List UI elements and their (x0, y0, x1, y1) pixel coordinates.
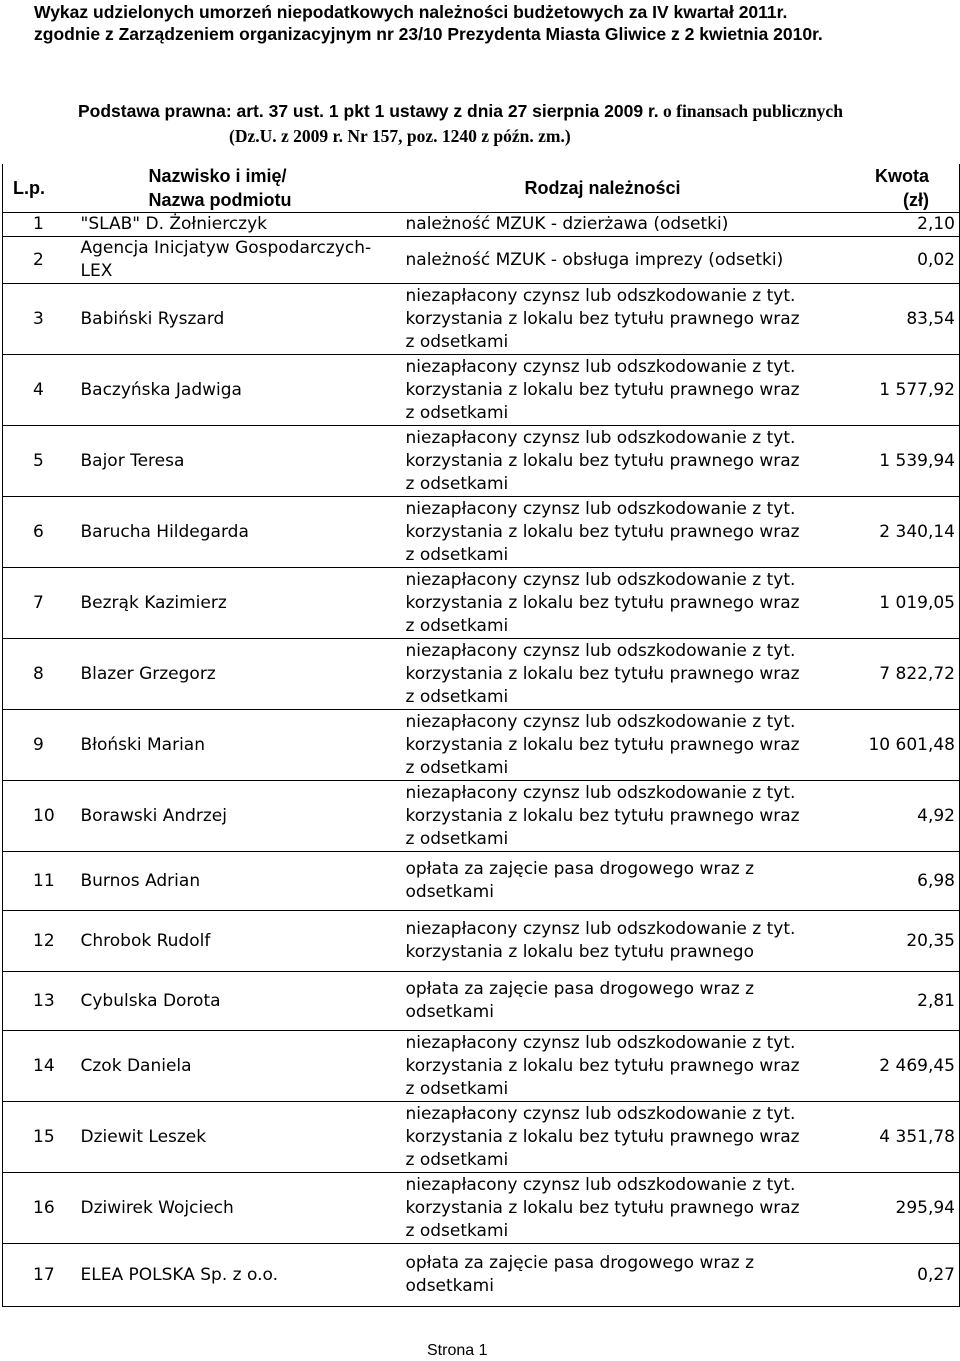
column-header-kind: Rodzaj należności (402, 164, 808, 213)
row-amount: 0,27 (808, 1244, 960, 1307)
row-kind: należność MZUK - obsługa imprezy (odsetki) (402, 237, 808, 284)
row-kind: niezapłacony czynsz lub odszkodowanie z tyt. korzystania z lokalu bez tytułu prawnego wraz z odsetkami (402, 1102, 808, 1173)
table-row (3, 1244, 960, 1307)
row-amount: 4 351,78 (808, 1102, 960, 1173)
row-amount: 6,98 (808, 852, 960, 911)
row-amount: 10 601,48 (808, 710, 960, 781)
row-kind: opłata za zajęcie pasa drogowego wraz z odsetkami (402, 972, 808, 1031)
page-number: Strona 1 (427, 1342, 488, 1359)
table-row (3, 1173, 960, 1244)
column-header-amount (808, 164, 960, 213)
row-amount: 20,35 (808, 911, 960, 972)
table-body (3, 213, 960, 1307)
legal-basis-line-2 (229, 126, 571, 146)
row-kind: niezapłacony czynsz lub odszkodowanie z tyt. korzystania z lokalu bez tytułu prawnego wraz z odsetkami (402, 1173, 808, 1244)
table-row (3, 911, 960, 972)
row-amount: 4,92 (808, 781, 960, 852)
row-lp: 7 (3, 568, 77, 639)
table-row (3, 355, 960, 426)
row-name: "SLAB" D. Żołnierczyk (77, 213, 402, 237)
row-kind: niezapłacony czynsz lub odszkodowanie z tyt. korzystania z lokalu bez tytułu prawnego wraz z odsetkami (402, 639, 808, 710)
row-amount: 7 822,72 (808, 639, 960, 710)
row-lp: 13 (3, 972, 77, 1031)
row-lp: 1 (3, 213, 77, 237)
row-name: Dziewit Leszek (77, 1102, 402, 1173)
table-row (3, 781, 960, 852)
row-name: Bajor Teresa (77, 426, 402, 497)
document-title-line-2: zgodnie z Zarządzeniem organizacyjnym nr 23/10 Prezydenta Miasta Gliwice z 2 kwietnia 2010r. (34, 24, 823, 44)
table-row (3, 972, 960, 1031)
row-kind: opłata za zajęcie pasa drogowego wraz z odsetkami (402, 852, 808, 911)
column-header-name-line-2: Nazwa podmiotu (148, 190, 292, 210)
table-row (3, 426, 960, 497)
legal-basis-reference: (Dz.U. z 2009 r. Nr 157, poz. 1240 z późn. zm.) (229, 126, 571, 146)
legal-basis-prefix: Podstawa prawna: art. 37 ust. 1 pkt 1 ustawy z dnia 27 sierpnia 2009 r. (78, 101, 659, 121)
row-kind: należność MZUK - dzierżawa (odsetki) (402, 213, 808, 237)
row-name: Barucha Hildegarda (77, 497, 402, 568)
row-lp: 8 (3, 639, 77, 710)
row-lp: 9 (3, 710, 77, 781)
row-lp: 10 (3, 781, 77, 852)
row-kind: niezapłacony czynsz lub odszkodowanie z tyt. korzystania z lokalu bez tytułu prawnego wraz z odsetkami (402, 284, 808, 355)
table-row (3, 852, 960, 911)
column-header-amount-line-2: (zł) (903, 190, 929, 210)
table-row (3, 213, 960, 237)
document-title-line-1: Wykaz udzielonych umorzeń niepodatkowych należności budżetowych za IV kwartał 2011r. (34, 2, 788, 22)
row-amount: 0,02 (808, 237, 960, 284)
row-name: Dziwirek Wojciech (77, 1173, 402, 1244)
row-name: Blazer Grzegorz (77, 639, 402, 710)
row-name: Błoński Marian (77, 710, 402, 781)
row-kind: opłata za zajęcie pasa drogowego wraz z odsetkami (402, 1244, 808, 1307)
row-amount: 1 019,05 (808, 568, 960, 639)
table-row (3, 237, 960, 284)
row-kind: niezapłacony czynsz lub odszkodowanie z tyt. korzystania z lokalu bez tytułu prawnego wraz z odsetkami (402, 781, 808, 852)
row-lp: 3 (3, 284, 77, 355)
row-name: Burnos Adrian (77, 852, 402, 911)
row-kind: niezapłacony czynsz lub odszkodowanie z tyt. korzystania z lokalu bez tytułu prawnego wraz z odsetkami (402, 426, 808, 497)
row-name: Borawski Andrzej (77, 781, 402, 852)
column-header-lp: L.p. (3, 164, 77, 213)
row-kind: niezapłacony czynsz lub odszkodowanie z tyt. korzystania z lokalu bez tytułu prawnego wraz z odsetkami (402, 1031, 808, 1102)
row-amount: 1 577,92 (808, 355, 960, 426)
row-amount: 2 469,45 (808, 1031, 960, 1102)
row-name: ELEA POLSKA Sp. z o.o. (77, 1244, 402, 1307)
row-lp: 16 (3, 1173, 77, 1244)
row-kind: niezapłacony czynsz lub odszkodowanie z tyt. korzystania z lokalu bez tytułu prawnego wraz z odsetkami (402, 355, 808, 426)
row-name: Agencja Inicjatyw Gospodarczych-LEX (77, 237, 402, 284)
column-header-name (77, 164, 402, 213)
column-header-name-line-1: Nazwisko i imię/ (148, 166, 287, 186)
row-kind: niezapłacony czynsz lub odszkodowanie z tyt. korzystania z lokalu bez tytułu prawnego wraz z odsetkami (402, 568, 808, 639)
row-lp: 15 (3, 1102, 77, 1173)
row-kind: niezapłacony czynsz lub odszkodowanie z tyt. korzystania z lokalu bez tytułu prawnego wraz z odsetkami (402, 497, 808, 568)
row-kind: niezapłacony czynsz lub odszkodowanie z tyt. korzystania z lokalu bez tytułu prawnego (402, 911, 808, 972)
write-offs-table (2, 164, 960, 1307)
row-lp: 14 (3, 1031, 77, 1102)
row-name: Czok Daniela (77, 1031, 402, 1102)
row-lp: 11 (3, 852, 77, 911)
table-row (3, 497, 960, 568)
row-lp: 6 (3, 497, 77, 568)
row-name: Babiński Ryszard (77, 284, 402, 355)
table-row (3, 710, 960, 781)
row-name: Baczyńska Jadwiga (77, 355, 402, 426)
column-header-amount-line-1: Kwota (875, 166, 929, 186)
row-amount: 295,94 (808, 1173, 960, 1244)
table-row (3, 639, 960, 710)
row-amount: 2,81 (808, 972, 960, 1031)
row-lp: 2 (3, 237, 77, 284)
table-row (3, 1031, 960, 1102)
row-name: Chrobok Rudolf (77, 911, 402, 972)
row-amount: 2,10 (808, 213, 960, 237)
row-amount: 1 539,94 (808, 426, 960, 497)
row-name: Cybulska Dorota (77, 972, 402, 1031)
row-kind: niezapłacony czynsz lub odszkodowanie z tyt. korzystania z lokalu bez tytułu prawnego wraz z odsetkami (402, 710, 808, 781)
row-lp: 5 (3, 426, 77, 497)
table-row (3, 1102, 960, 1173)
table-row (3, 284, 960, 355)
row-amount: 83,54 (808, 284, 960, 355)
table-row (3, 568, 960, 639)
row-lp: 12 (3, 911, 77, 972)
row-lp: 17 (3, 1244, 77, 1307)
legal-basis-line-1 (78, 101, 843, 121)
row-name: Bezrąk Kazimierz (77, 568, 402, 639)
row-lp: 4 (3, 355, 77, 426)
legal-basis-suffix: o finansach publicznych (658, 101, 843, 121)
row-amount: 2 340,14 (808, 497, 960, 568)
table-header-row (3, 164, 960, 213)
